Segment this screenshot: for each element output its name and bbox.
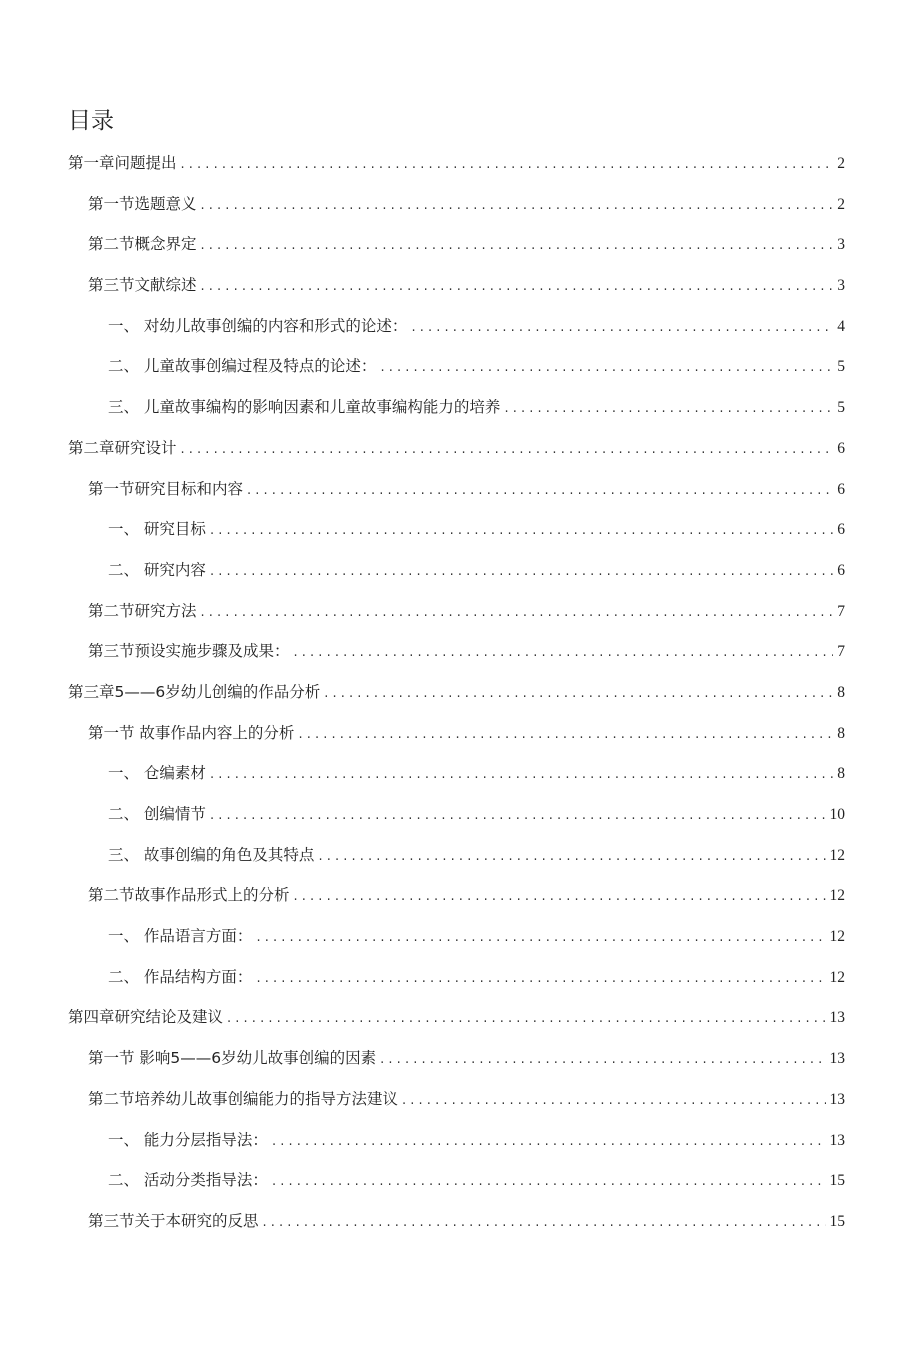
toc-page-number: 2 xyxy=(837,195,845,213)
dot-leader xyxy=(411,320,833,335)
toc-entry[interactable] xyxy=(68,1168,845,1209)
dot-leader xyxy=(247,483,833,498)
toc-entry[interactable] xyxy=(68,1209,845,1250)
toc-entry-text: 二、 创编情节 xyxy=(108,805,206,823)
dot-leader xyxy=(201,605,834,620)
toc-entry[interactable] xyxy=(68,1087,845,1128)
toc-entry[interactable] xyxy=(68,1046,845,1087)
toc-entry-text: 一、 作品语言方面： xyxy=(108,927,253,946)
toc-entry[interactable] xyxy=(68,314,845,355)
toc-entry[interactable] xyxy=(68,273,845,314)
toc-page-number: 12 xyxy=(829,928,845,946)
toc-entry-text: 三、 儿童故事编构的影响因素和儿童故事编构能力的培养 xyxy=(108,398,501,417)
toc-entry-text: 二、 儿童故事创编过程及特点的论述： xyxy=(108,357,377,376)
dot-leader xyxy=(402,1093,825,1108)
toc-page-number: 5 xyxy=(837,358,845,376)
toc-page-number: 2 xyxy=(837,155,845,172)
toc-entry-text: 一、 仓编素材 xyxy=(108,764,206,783)
toc-entry[interactable] xyxy=(68,1005,845,1046)
toc-entry[interactable] xyxy=(68,924,845,965)
toc-entry[interactable] xyxy=(68,395,845,436)
toc-page-number: 13 xyxy=(829,1131,845,1149)
toc-entry-text: 一、 研究目标 xyxy=(108,520,206,539)
dot-leader xyxy=(210,767,833,782)
toc-entry[interactable] xyxy=(68,1128,845,1169)
dot-leader xyxy=(210,523,833,538)
dot-leader xyxy=(380,360,833,375)
toc-entry[interactable] xyxy=(68,436,845,477)
toc-page-number: 7 xyxy=(837,602,845,620)
toc-entry-text: 三、 故事创编的角色及其特点 xyxy=(108,845,315,864)
toc-page-number: 5 xyxy=(837,399,845,417)
toc-title: 目录 xyxy=(68,108,114,134)
toc-page-number: 6 xyxy=(837,480,845,498)
dot-leader xyxy=(181,442,834,457)
toc-entry-text: 第一章问题提出 xyxy=(68,154,177,172)
toc-entry[interactable] xyxy=(68,354,845,395)
toc-page-number: 8 xyxy=(837,724,845,742)
toc-page-number: 8 xyxy=(837,683,845,701)
toc-entry-text: 二、 活动分类指导法： xyxy=(108,1171,268,1190)
toc-page-number: 12 xyxy=(829,968,845,986)
toc-entry[interactable] xyxy=(68,721,845,762)
dot-leader xyxy=(227,1011,825,1026)
toc-page-number: 6 xyxy=(837,439,845,457)
toc-entry[interactable] xyxy=(68,965,845,1006)
dot-leader xyxy=(201,279,834,294)
toc-page-number: 13 xyxy=(829,1009,845,1027)
dot-leader xyxy=(181,157,834,172)
toc-entry-text: 一、 能力分层指导法： xyxy=(108,1130,268,1149)
toc-page-number: 6 xyxy=(837,521,845,539)
toc-entry[interactable] xyxy=(68,761,845,802)
toc-entry[interactable] xyxy=(68,232,845,273)
toc-entry-text: 第一节研究目标和内容 xyxy=(88,479,244,498)
dot-leader xyxy=(380,1052,825,1067)
dot-leader xyxy=(201,238,834,253)
toc-entry-text: 第一节 影响5——6岁幼儿故事创编的因素 xyxy=(88,1049,377,1068)
dot-leader xyxy=(294,645,834,660)
toc-entry[interactable] xyxy=(68,517,845,558)
toc-entry[interactable] xyxy=(68,639,845,680)
toc-entry[interactable] xyxy=(68,477,845,518)
dot-leader xyxy=(298,727,833,742)
toc-page-number: 8 xyxy=(837,765,845,783)
dot-leader xyxy=(504,401,833,416)
toc-entry[interactable] xyxy=(68,151,845,192)
toc-page-number: 15 xyxy=(829,1212,845,1230)
toc-page-number: 3 xyxy=(837,236,845,254)
toc-entry-text: 第二节研究方法 xyxy=(88,601,197,620)
toc-entry[interactable] xyxy=(68,558,845,599)
dot-leader xyxy=(324,686,833,701)
toc-page-number: 15 xyxy=(829,1172,845,1190)
toc-entry-text: 一、 对幼儿故事创编的内容和形式的论述： xyxy=(108,316,408,335)
toc-entry[interactable] xyxy=(68,802,845,843)
toc-entry-text: 第三节关于本研究的反思 xyxy=(88,1211,259,1230)
toc-entry-text: 二、 作品结构方面： xyxy=(108,967,253,986)
dot-leader xyxy=(272,1134,826,1149)
toc-page-number: 13 xyxy=(829,1090,845,1108)
dot-leader xyxy=(201,198,834,213)
toc-page-number: 13 xyxy=(829,1050,845,1068)
toc-page-number: 3 xyxy=(837,277,845,295)
toc-entry[interactable] xyxy=(68,883,845,924)
toc-page-number: 7 xyxy=(837,643,845,661)
toc-entry-text: 第一节 故事作品内容上的分析 xyxy=(88,723,295,742)
toc-entry-text: 二、 研究内容 xyxy=(108,560,206,579)
dot-leader xyxy=(263,1215,826,1230)
dot-leader xyxy=(210,564,833,579)
toc-entry[interactable] xyxy=(68,599,845,640)
toc-entry-text: 第三节预设实施步骤及成果： xyxy=(88,642,290,661)
dot-leader xyxy=(294,889,826,904)
toc-entry-text: 第三章5——6岁幼儿创编的作品分析 xyxy=(68,682,321,701)
toc-entry-text: 第二节故事作品形式上的分析 xyxy=(88,886,290,905)
toc-entry[interactable] xyxy=(68,192,845,233)
dot-leader xyxy=(272,1174,826,1189)
dot-leader xyxy=(318,849,825,864)
toc-entry[interactable] xyxy=(68,680,845,721)
toc-entry[interactable] xyxy=(68,843,845,884)
dot-leader xyxy=(210,808,826,823)
toc-entry-text: 第一节选题意义 xyxy=(88,194,197,213)
toc-entry-text: 第二章研究设计 xyxy=(68,438,177,457)
dot-leader xyxy=(256,971,825,986)
table-of-contents xyxy=(68,151,845,1250)
toc-page-number: 10 xyxy=(829,806,845,823)
toc-page-number: 12 xyxy=(829,887,845,905)
toc-entry-text: 第四章研究结论及建议 xyxy=(68,1008,224,1027)
toc-entry-text: 第三节文献综述 xyxy=(88,276,197,295)
toc-entry-text: 第二节概念界定 xyxy=(88,235,197,254)
toc-entry-text: 第二节培养幼儿故事创编能力的指导方法建议 xyxy=(88,1089,399,1108)
toc-page-number: 12 xyxy=(829,846,845,864)
toc-page-number: 6 xyxy=(837,561,845,579)
dot-leader xyxy=(256,930,825,945)
toc-page-number: 4 xyxy=(837,317,845,335)
